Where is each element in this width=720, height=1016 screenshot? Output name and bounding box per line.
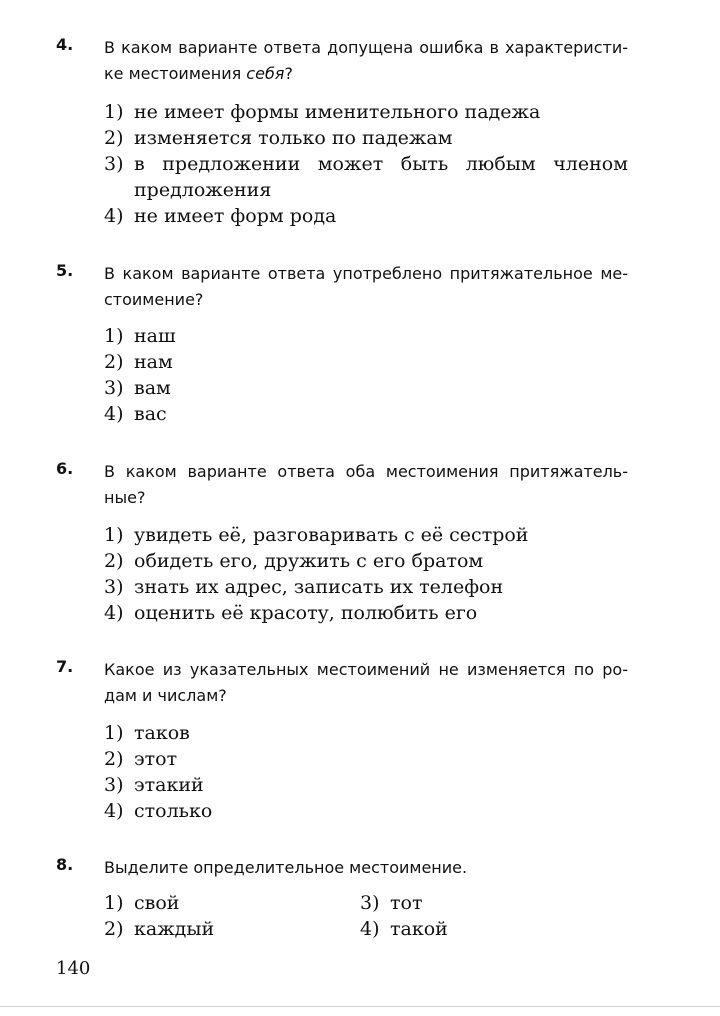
answer-text: вам [134,377,171,399]
question-text: В каком варианте ответа употреблено притяжательное ме-стоимение? [104,264,628,309]
answer-text: оценить её красоту, полюбить его [134,602,478,624]
answer-number: 2) [104,918,124,940]
answer-list [104,323,628,427]
answer-number: 1) [104,101,124,123]
answer-number: 4) [104,602,124,624]
answer-number: 2) [104,351,124,373]
answer-number: 4) [104,403,124,425]
answer-option [104,522,628,548]
answer-option [104,600,628,626]
answer-option [104,772,628,798]
question-number: 8. [56,855,74,874]
question-number: 5. [56,261,74,280]
answer-number: 2) [104,550,124,572]
answer-number: 1) [104,524,124,546]
answer-option [104,323,628,349]
answer-number: 1) [104,325,124,347]
question-text: Какое из указательных местоимений не изменяется по ро-дам и числам? [104,660,628,705]
answer-number: 4) [360,918,380,940]
answer-text: изменяется только по падежам [134,127,453,149]
answer-option [360,890,448,916]
answer-option [360,916,448,942]
answer-option [104,99,628,125]
answer-option [104,916,214,942]
answer-text: не имеет формы именительного падежа [134,101,541,123]
answer-option [104,548,628,574]
answer-text: свой [134,892,180,914]
question-number: 6. [56,459,74,478]
answer-option [104,125,628,151]
answer-option [104,746,628,772]
answer-text: не имеет форм рода [134,205,337,227]
answer-text: таков [134,722,190,744]
answer-number: 3) [104,576,124,598]
question-text: Выделите определительное местоимение. [104,858,468,877]
answer-text: тот [390,892,423,914]
answer-text: знать их адрес, записать их телефон [134,576,504,598]
answer-number: 2) [104,748,124,770]
page-number: 140 [56,958,91,979]
answer-list [104,890,628,942]
answer-option [104,574,628,600]
answer-number: 3) [104,377,124,399]
answer-number: 1) [104,892,124,914]
answer-text: такой [390,918,448,940]
answer-column-right [360,890,448,942]
question-number: 4. [56,35,74,54]
answer-option [104,890,214,916]
question-text-italic: себя [246,64,285,83]
question-text: В каком варианте ответа оба местоимения притяжатель-ные? [104,462,628,507]
answer-number: 4) [104,800,124,822]
answer-text: этакий [134,774,204,796]
answer-number: 3) [104,153,124,175]
question-text-end: ? [284,64,293,83]
answer-text: обидеть его, дружить с его братом [134,550,484,572]
answer-option [104,720,628,746]
page-edge-divider [0,1006,720,1007]
answer-number: 3) [360,892,380,914]
answer-list [104,99,628,229]
answer-text: нам [134,351,173,373]
answer-option [104,375,628,401]
answer-option [104,401,628,427]
answer-text: столько [134,800,213,822]
answer-option [104,151,628,203]
answer-text: вас [134,403,167,425]
answer-option [104,349,628,375]
answer-number: 3) [104,774,124,796]
question-text [104,35,628,87]
answer-text: в предложении может быть любым членом предложения [134,153,628,201]
answer-text: наш [134,325,176,347]
answer-list [104,720,628,824]
answer-number: 4) [104,205,124,227]
answer-option [104,798,628,824]
question-number: 7. [56,657,74,676]
answer-number: 2) [104,127,124,149]
answer-option [104,203,628,229]
answer-text: увидеть её, разговаривать с её сестрой [134,524,529,546]
answer-number: 1) [104,722,124,744]
answer-text: каждый [134,918,215,940]
answer-list [104,522,628,626]
answer-text: этот [134,748,178,770]
answer-column-left [104,890,214,942]
question-text-part: В каком варианте ответа допущена ошибка в характеристи-ке местоимения [104,38,628,83]
